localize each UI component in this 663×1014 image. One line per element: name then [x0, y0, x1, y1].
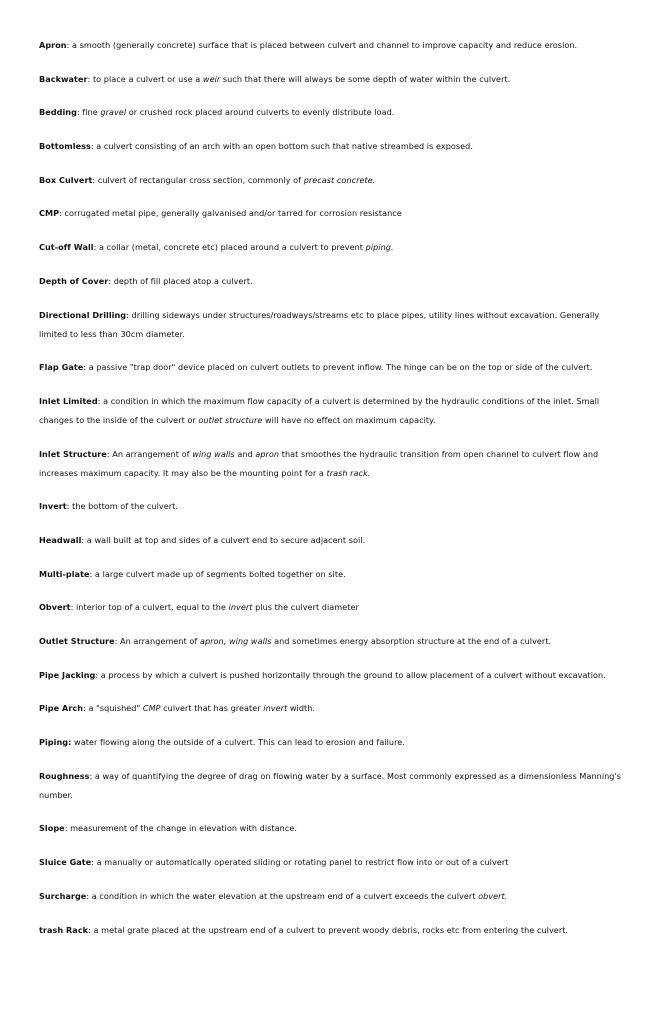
glossary-definition-text: plus the culvert diameter: [252, 602, 359, 613]
glossary-definition-text: : An arrangement of: [114, 636, 200, 646]
glossary-term: trash Rack: [39, 924, 89, 935]
glossary-definition-text: : a passive "trap door" device placed on culvert outlets to prevent inflow. The hinge can be on the top or side of the culvert.: [83, 362, 593, 373]
glossary-list: [39, 36, 625, 940]
glossary-emphasis: invert: [228, 602, 253, 613]
glossary-term: Directional Drilling: [39, 309, 127, 320]
glossary-definition-text: : a collar (metal, concrete etc) placed around a culvert to prevent: [93, 242, 366, 253]
glossary-emphasis: apron, wing walls: [199, 636, 272, 646]
glossary-emphasis: apron: [255, 448, 280, 459]
glossary-term: Headwall: [39, 534, 82, 545]
glossary-entry: [39, 36, 625, 55]
glossary-term: Box Culvert: [39, 174, 93, 185]
glossary-emphasis: trash rack.: [326, 467, 371, 478]
glossary-term: Cut-off Wall: [39, 242, 94, 253]
glossary-definition-text: will have no effect on maximum capacity.: [262, 414, 436, 425]
glossary-definition-text: : corrugated metal pipe, generally galvanised and/or tarred for corrosion resistance: [59, 208, 402, 219]
glossary-term: Pipe Arch: [39, 703, 84, 714]
glossary-term: Pipe Jacking: [39, 669, 96, 680]
glossary-term: Inlet Limited: [39, 395, 98, 406]
glossary-definition-text: : a large culvert made up of segments bolted together on site.: [89, 568, 346, 579]
glossary-entry: [39, 204, 625, 223]
glossary-definition-text: : depth of fill placed atop a culvert.: [108, 275, 253, 286]
glossary-definition-text: : a manually or automatically operated sliding or rotating panel to restrict flow into or out of a culvert: [91, 857, 509, 868]
glossary-entry: [39, 733, 625, 752]
glossary-emphasis: obvert.: [478, 890, 508, 901]
glossary-emphasis: outlet structure: [198, 414, 263, 425]
glossary-term: Flap Gate: [39, 362, 84, 373]
glossary-term: Inlet Structure: [39, 448, 107, 459]
glossary-term: Invert: [39, 501, 67, 512]
glossary-emphasis: gravel: [100, 107, 127, 118]
glossary-definition-text: : a wall built at top and sides of a culvert end to secure adjacent soil.: [81, 534, 366, 545]
glossary-term: Outlet Structure: [39, 636, 115, 646]
glossary-definition-text: : a way of quantifying the degree of drag on flowing water by a surface. Most commonly expressed as a dimensionless Manning's number.: [39, 770, 622, 800]
glossary-definition-text: : a smooth (generally concrete) surface that is placed between culvert and channel to improve capacity and reduce erosion.: [66, 40, 578, 50]
glossary-definition-text: : the bottom of the culvert.: [66, 501, 179, 512]
glossary-definition-text: : fine: [76, 107, 101, 118]
glossary-definition-text: : to place a culvert or use a: [87, 73, 203, 84]
glossary-definition-text: : a condition in which the water elevation at the upstream end of a culvert exceeds the culvert: [86, 890, 479, 901]
glossary-entry: [39, 819, 625, 838]
glossary-emphasis: wing walls: [192, 448, 235, 459]
glossary-term: Piping:: [39, 737, 72, 748]
glossary-entry: [39, 103, 625, 122]
glossary-definition-text: : a "squished": [83, 703, 143, 714]
glossary-entry: [39, 531, 625, 550]
glossary-term: Surcharge: [39, 890, 87, 901]
glossary-entry: [39, 392, 625, 430]
glossary-entry: [39, 887, 625, 906]
glossary-entry: [39, 666, 625, 685]
glossary-term: Sluice Gate: [39, 857, 92, 868]
glossary-definition-text: : culvert of rectangular cross section, commonly of: [92, 174, 304, 185]
glossary-definition-text: : An arrangement of: [106, 448, 193, 459]
glossary-definition-text: : a culvert consisting of an arch with an open bottom such that native streambed is exposed.: [90, 141, 473, 152]
glossary-entry: [39, 921, 625, 940]
glossary-term: Bottomless: [39, 141, 91, 152]
glossary-emphasis: precast concrete.: [303, 174, 376, 185]
glossary-term: Roughness: [39, 770, 90, 781]
glossary-emphasis: invert: [263, 703, 288, 714]
glossary-definition-text: width.: [287, 703, 316, 714]
glossary-entry: [39, 598, 625, 617]
glossary-definition-text: : a metal grate placed at the upstream end of a culvert to prevent woody debris, rocks etc from entering the culvert.: [88, 924, 569, 935]
glossary-emphasis: piping.: [365, 242, 394, 253]
glossary-definition-text: culvert that has greater: [160, 703, 264, 714]
glossary-definition-text: : interior top of a culvert, equal to the: [70, 602, 229, 613]
glossary-emphasis: weir: [202, 73, 221, 84]
glossary-entry: [39, 137, 625, 156]
glossary-term: Backwater: [39, 73, 88, 84]
glossary-entry: [39, 70, 625, 89]
glossary-term: Apron: [39, 40, 67, 50]
glossary-entry: [39, 565, 625, 584]
glossary-term: Obvert: [39, 602, 71, 613]
glossary-entry: [39, 358, 625, 377]
glossary-term: Bedding: [39, 107, 77, 118]
glossary-definition-text: and: [234, 448, 256, 459]
glossary-entry: [39, 306, 625, 344]
glossary-entry: [39, 171, 625, 190]
glossary-definition-text: water flowing along the outside of a culvert. This can lead to erosion and failure.: [71, 737, 405, 748]
glossary-entry: [39, 445, 625, 483]
glossary-entry: [39, 853, 625, 872]
glossary-definition-text: such that there will always be some depth of water within the culvert.: [220, 73, 511, 84]
glossary-term: Multi-plate: [39, 568, 90, 579]
glossary-entry: [39, 767, 625, 805]
glossary-definition-text: : drilling sideways under structures/roadways/streams etc to place pipes, utility lines without excavation. Generally limited to less than 30cm diameter.: [39, 309, 600, 339]
glossary-definition-text: that smoothes the hydraulic transition from open channel to culvert flow and increases maximum capacity. It may also be the mounting point for a: [39, 448, 599, 478]
glossary-definition-text: : a condition in which the maximum flow capacity of a culvert is determined by the hydraulic conditions of the inlet. Small changes to the inside of the culvert or: [39, 395, 600, 425]
glossary-definition-text: : measurement of the change in elevation with distance.: [64, 823, 297, 834]
glossary-entry: [39, 272, 625, 291]
glossary-definition-text: or crushed rock placed around culverts to evenly distribute load.: [126, 107, 395, 118]
glossary-term: Depth of Cover: [39, 275, 109, 286]
glossary-definition-text: and sometimes energy absorption structure at the end of a culvert.: [271, 636, 552, 646]
glossary-term: Slope: [39, 823, 65, 834]
glossary-term: CMP: [39, 208, 60, 219]
glossary-entry: [39, 497, 625, 516]
glossary-entry: [39, 238, 625, 257]
glossary-emphasis: CMP: [142, 703, 161, 714]
glossary-entry: [39, 632, 625, 651]
glossary-entry: [39, 699, 625, 718]
glossary-definition-text: : a process by which a culvert is pushed horizontally through the ground to allow placement of a culvert without excavation.: [95, 669, 606, 680]
